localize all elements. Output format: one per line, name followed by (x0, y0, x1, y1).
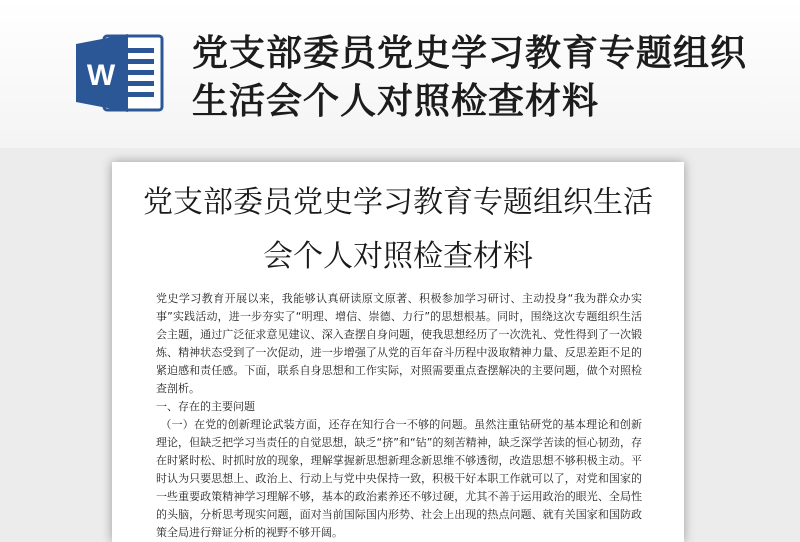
intro-paragraph: 党史学习教育开展以来，我能够认真研读原文原著、积极参加学习研讨、主动投身“我为群众办实事”实践活动，进一步夯实了“明理、增信、崇德、力行”的思想根基。同时，围绕这次专题组织生活会主题，通过广泛征求意见建议、深入查摆自身问题，使我思想经历了一次洗礼、党性得到了一次锻炼、精神状态受到了一次促动，进一步增强了从党的百年奋斗历程中汲取精神力量、反思差距不足的紧迫感和责任感。下面，联系自身思想和工作实际，对照需要重点查摆解决的主要问题，做个对照检查剖析。 (156, 292, 642, 395)
document-page (112, 162, 684, 542)
word-icon-letter: W (86, 59, 116, 92)
body-paragraph: （一）在党的创新理论武装方面，还存在知行合一不够的问题。虽然注重钻研党的基本理论和创新理论，但缺乏把学习当责任的自觉思想，缺乏“挤”和“钻”的刻苦精神，缺乏深学苦读的恒心韧劲，存在时紧时松、时抓时放的现象，理解掌握新思想新理念新思维不够透彻，改造思想不够积极主动。平时认为只要思想上、政治上、行动上与党中央保持一致，积极干好本职工作就可以了，对党和国家的一些重要政策精神学习理解不够，基本的政治素养还不够过硬，尤其不善于运用政治的眼光、全局性的头脑，分析思考现实问题，面对当前国际国内形势、社会上出现的热点问题、就有关国家和国防政策全局进行辩证分析的视野不够开阔。 (156, 418, 642, 539)
banner-title: 党支部委员党史学习教育专题组织生活会个人对照检查材料 (192, 33, 748, 122)
word-document-icon (76, 32, 166, 114)
document-title: 党支部委员党史学习教育专题组织生活会个人对照检查材料 (143, 185, 653, 274)
document-body (112, 284, 684, 542)
section-heading: 一、存在的主要问题 (156, 400, 255, 413)
banner-header (0, 0, 800, 148)
